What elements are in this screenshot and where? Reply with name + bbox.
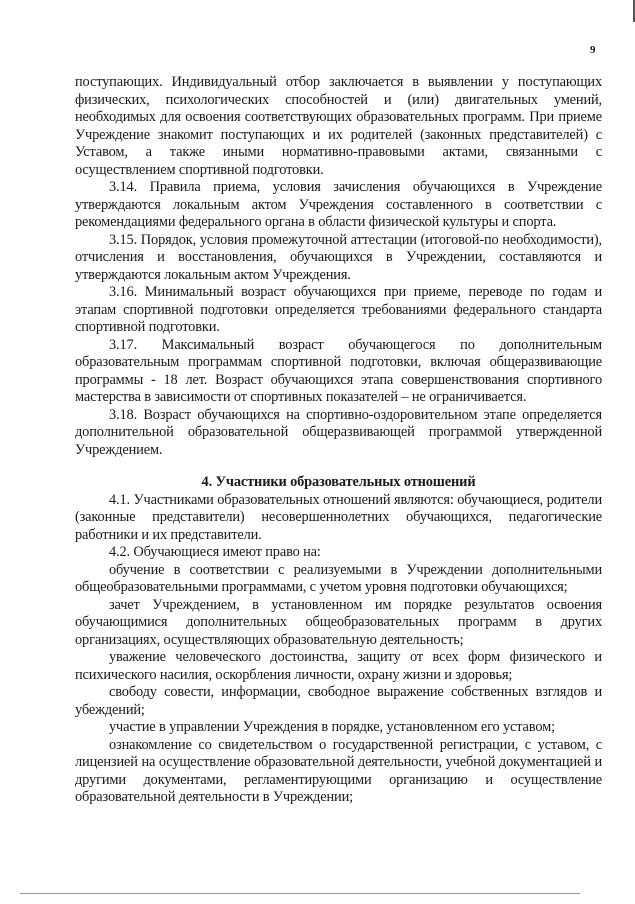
list-item-governance: участие в управлении Учреждения в порядке, установленном его уставом; (109, 719, 555, 735)
page-number: 9 (590, 44, 596, 56)
document-body (75, 74, 602, 807)
paragraph-3-18: 3.18. Возраст обучающихся на спортивно-оздоровительном этапе определяется дополнительной образовательной общеразвивающей программой утвержденной Учреждением. (75, 406, 602, 458)
section-heading: 4. Участники образовательных отношений (201, 474, 476, 490)
list-item-credit: зачет Учреждением, в установленном им порядке результатов освоения обучающимися дополнительных общеобразовательных программ в других организациях, осуществляющих образовательную деятельность; (75, 596, 602, 648)
list-item-familiarization: ознакомление со свидетельством о государственной регистрации, с уставом, с лицензией на осуществление образовательной деятельности, учебной документацией и другими документами, регламентирующими организацию и осуществление образовательной деятельности в Учреждении; (75, 736, 602, 805)
list-item-education: обучение в соответствии с реализуемыми в Учреждении дополнительными общеобразовательными программами, с учетом уровня подготовки обучающихся; (75, 561, 602, 595)
paragraph-3-16: 3.16. Минимальный возраст обучающихся при приеме, переводе по годам и этапам спортивной подготовки определяется требованиями федерального стандарта спортивной подготовки. (75, 284, 602, 335)
paragraph-3-15: 3.15. Порядок, условия промежуточной аттестации (итоговой-по необходимости), отчисления и восстановления, обучающихся в Учреждении, составляются и утверждаются локальным актом Учреждения. (75, 231, 602, 283)
paragraph-4-2: 4.2. Обучающиеся имеют право на: (109, 544, 321, 560)
scan-bottom-line (20, 893, 580, 894)
paragraph-3-14: 3.14. Правила приема, условия зачисления обучающихся в Учреждение утверждаются локальным актом Учреждения составленного в соответствии с рекомендациями федерального органа в области физической культуры и спорта. (75, 179, 602, 230)
list-item-freedom: свободу совести, информации, свободное выражение собственных взглядов и убеждений; (75, 684, 602, 718)
paragraph-intro-continuation: поступающих. Индивидуальный отбор заключается в выявлении у поступающих физических, психологических способностей и (или) двигательных умений, необходимых для освоения соответствующих образовательных программ. При приеме Учреждение знакомит поступающих и их родителей (законных представителей) с Уставом, а также иными нормативно-правовыми актами, связанными с осуществлением спортивной подготовки. (75, 74, 602, 178)
list-item-dignity: уважение человеческого достоинства, защиту от всех форм физического и психического насилия, оскорбления личности, охрану жизни и здоровья; (75, 649, 602, 683)
paragraph-3-17: 3.17. Максимальный возраст обучающегося по дополнительным образовательным программам спортивной подготовки, включая общеразвивающие программы - 18 лет. Возраст обучающихся этапа совершенствования спортивного мастерства в зависимости от спортивных показателей – не ограничивается. (75, 336, 602, 405)
paragraph-4-1: 4.1. Участниками образовательных отношений являются: обучающиеся, родители (законные представители) несовершеннолетних обучающихся, педагогические работники и их представители. (75, 491, 602, 543)
